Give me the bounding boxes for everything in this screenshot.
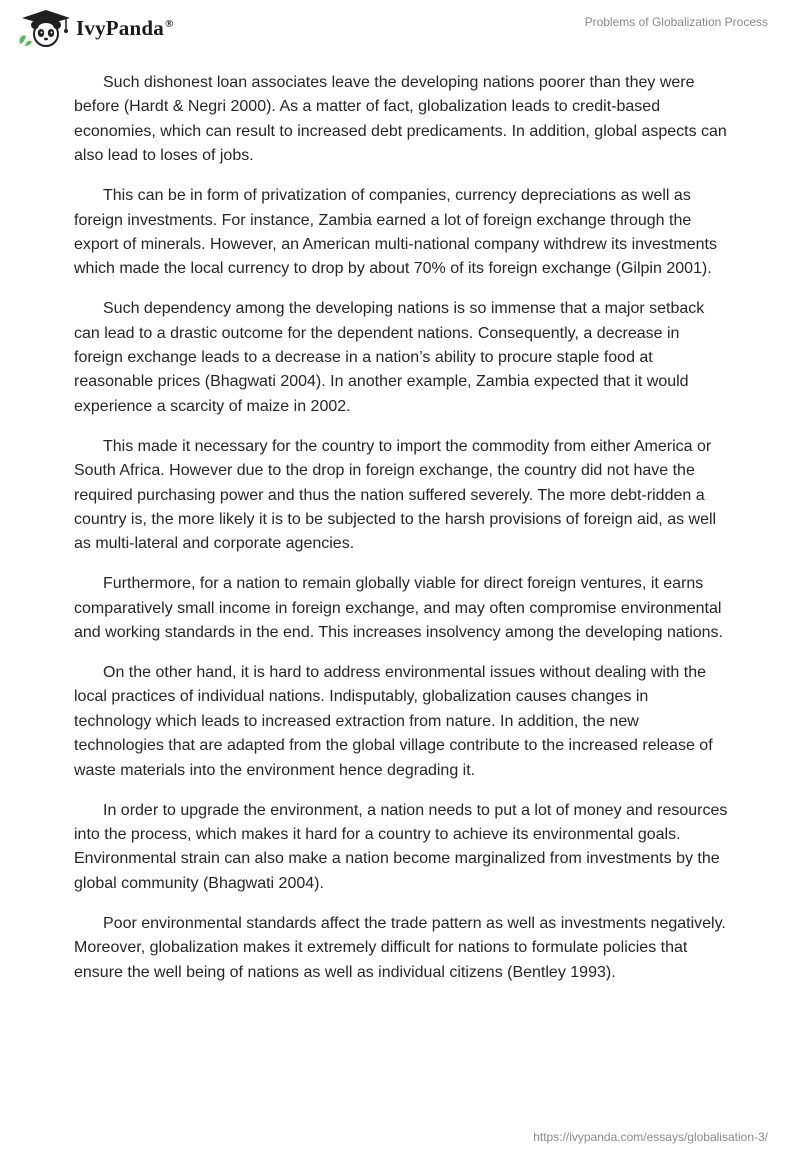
brand-name: IvyPanda® bbox=[76, 15, 174, 40]
registered-mark: ® bbox=[164, 17, 174, 30]
source-url-link[interactable]: https://ivypanda.com/essays/globalisation-3/ bbox=[533, 1130, 768, 1144]
paragraph: This can be in form of privatization of companies, currency depreciations as well as foreign investments. For instance, Zambia earned a lot of foreign exchange through the export of minerals. However, an American multi-national company withdrew its investments which made the local currency to drop by about 70% of its foreign exchange (Gilpin 2001). bbox=[74, 187, 717, 278]
paragraph: Such dependency among the developing nations is so immense that a major setback can lead to a drastic outcome for the dependent nations. Consequently, a decrease in foreign exchange leads to a decrease in a nation’s ability to procure staple food at reasonable prices (Bhagwati 2004). In another example, Zambia expected that it would experience a scarcity of maize in 2002. bbox=[74, 300, 705, 415]
paragraph: Such dishonest loan associates leave the developing nations poorer than they were before (Hardt & Negri 2000). As a matter of fact, globalization leads to credit-based economies, which can result to increased debt predicaments. In addition, global aspects can also lead to loses of jobs. bbox=[74, 74, 727, 165]
essay-body bbox=[74, 71, 728, 1000]
paragraph: In order to upgrade the environment, a nation needs to put a lot of money and resources into the process, which makes it hard for a country to achieve its environmental goals. Environmental strain can also make a nation become marginalized from investments by the global community (Bhagwati 2004). bbox=[74, 801, 728, 892]
paragraph: Furthermore, for a nation to remain globally viable for direct foreign ventures, it earns comparatively small income in foreign exchange, and may often compromise environmental and working standards in the end. This increases insolvency among the developing nations. bbox=[74, 575, 723, 642]
paragraph: This made it necessary for the country to import the commodity from either America or South Africa. However due to the drop in foreign exchange, the country did not have the required purchasing power and thus the nation suffered severely. The more debt-ridden a country is, the more likely it is to be subjected to the harsh provisions of foreign aid, as well as multi-lateral and corporate agencies. bbox=[74, 437, 717, 553]
brand-logo[interactable] bbox=[16, 8, 173, 48]
document-title: Problems of Globalization Process bbox=[584, 15, 768, 29]
paragraph: On the other hand, it is hard to address environmental issues without dealing with the local practices of individual nations. Indisputably, globalization causes changes in technology which leads to increased extraction from nature. In addition, the new technologies that are adapted from the global village contribute to the increased release of waste materials into the environment hence degrading it. bbox=[74, 664, 713, 779]
paragraph: Poor environmental standards affect the trade pattern as well as investments negatively. Moreover, globalization makes it extremely difficult for nations to formulate policies that ensure the well being of nations as well as individual citizens (Bentley 1993). bbox=[74, 914, 726, 981]
panda-graduate-icon bbox=[16, 8, 72, 48]
